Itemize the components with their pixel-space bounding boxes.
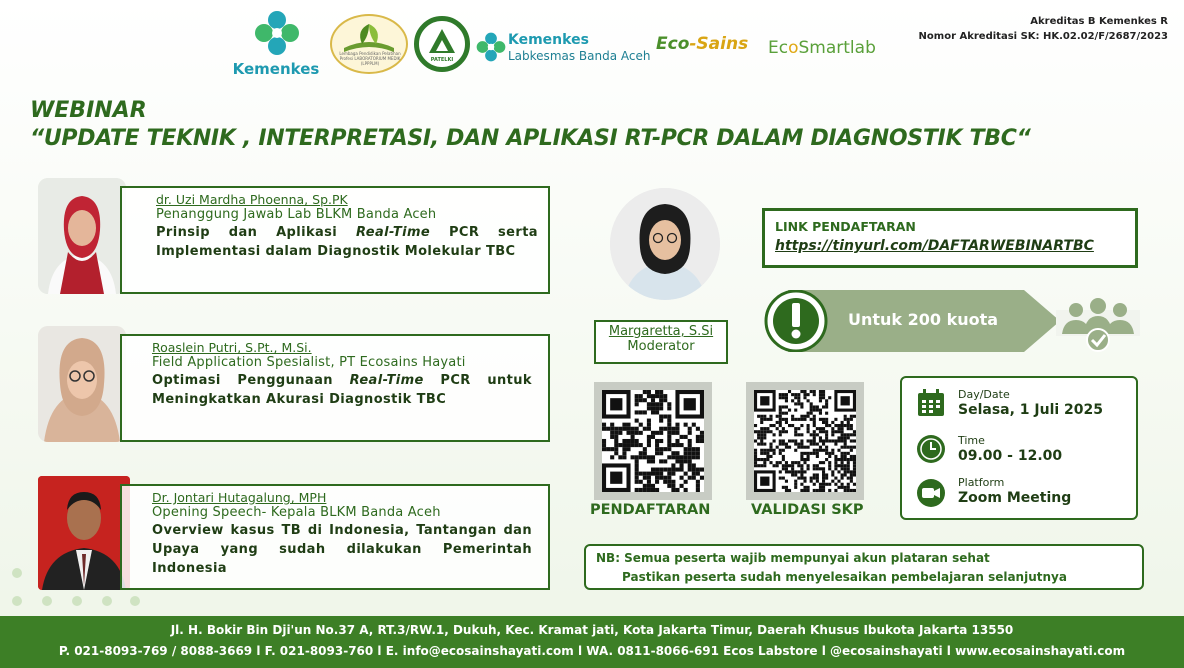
ecosmartlab-logo [768,38,876,58]
footer-address: Jl. H. Bokir Bin Dji'un No.37 A, RT.3/RW.1, Dukuh, Kec. Kramat jati, Kota Jakarta Timur, Daerah Khusus Ibukota Jakarta 13550 [170,623,1014,637]
speaker-1-topic: Prinsip dan Aplikasi Real-Time PCR serta Implementasi dalam Diagnostik Molekular TBC [156,225,538,259]
validation-qr-label: VALIDASI SKP [751,502,864,518]
note-line1: NB: Semua peserta wajib mempunyai akun plataran sehat [596,551,990,565]
day-value: Selasa, 1 Juli 2025 [958,402,1104,418]
footer-contacts: P. 021-8093-769 / 8088-3669 l F. 021-8093-760 l E. info@ecosainshayati.com l WA. 0811-8066-691 Ecos Labstore l @ecosainshayati l www.ecosainshayati.com [58,644,1126,658]
moderator-photo [610,188,720,300]
speaker-3-card [120,484,550,590]
speaker-1-name: dr. Uzi Mardha Phoenna, Sp.PK [156,192,348,207]
qr-code-icon [602,390,704,492]
decorative-dots [12,568,142,608]
registration-box [762,208,1138,268]
lpp-logo [330,14,408,74]
registration-heading: LINK PENDAFTARAN [775,219,916,234]
moderator-role: Moderator [627,339,695,354]
note-line2: Pastikan peserta sudah menyelesaikan pembelajaran selanjutnya [622,570,1067,584]
time-value: 09.00 - 12.00 [958,448,1063,464]
smartlab-b: Smartlab [798,38,876,58]
note-box [584,544,1144,590]
calendar-icon [916,388,946,418]
exclamation-icon [786,301,806,341]
speaker-2-photo [38,326,126,442]
platform-label: Platform [958,476,1005,489]
kemenkes-logo [228,10,324,80]
speaker-1-photo [38,178,126,294]
speaker-2-role: Field Application Spesialist, PT Ecosains Hayati [152,355,466,370]
moderator-name: Margaretta, S.Si [608,324,714,339]
kemenkes-logo-icon [254,10,300,56]
accreditation-info [919,14,1168,44]
quota-banner [762,290,1060,352]
moderator-card [594,320,728,364]
speaker-3-role: Opening Speech- Kepala BLKM Banda Aceh [152,505,441,520]
footer-bar [0,616,1184,668]
speaker-3-name: Dr. Jontari Hutagalung, MPH [152,490,327,505]
day-label: Day/Date [958,388,1010,401]
labkes-line2: Labkesmas Banda Aceh [508,49,651,63]
speaker-2-portrait [38,326,126,442]
kemenkes-small-logo-icon [476,32,506,62]
registration-qr-label: PENDAFTARAN [590,502,711,518]
webinar-title: “UPDATE TEKNIK , INTERPRETASI, DAN APLIKASI RT-PCR DALAM DIAGNOSTIK TBC“ [30,126,1031,151]
ecosains-logo [656,34,748,54]
lpp-caption: Lembaga Pendidikan Pelatihan Profesi LABORATORIUM MEDIK (LPPPLM) [339,51,401,66]
webinar-label: WEBINAR [30,98,147,123]
speaker-2-name: Roaslein Putri, S.Pt., M.Si. [152,340,312,355]
clock-icon [916,434,946,464]
quota-text: Untuk 200 kuota [848,310,999,329]
platform-value: Zoom Meeting [958,490,1072,506]
schedule-card [900,376,1138,520]
speaker-1-card [120,186,550,294]
labkesmas-logo [476,30,654,66]
speaker-3-topic: Overview kasus TB di Indonesia, Tantangan dan Upaya yang sudah dilakukan Pemerintah Indonesia [152,523,532,576]
speaker-2-card [120,334,550,442]
patelki-logo [414,16,470,72]
kemenkes-logo-text: Kemenkes [232,60,320,78]
ecosains-logo-a: Eco [656,34,690,54]
accreditation-line1: Akreditas B Kemenkes R [1030,16,1168,27]
speaker-1-portrait [38,178,126,294]
registration-qr[interactable] [594,382,712,500]
speaker-1-role: Penanggung Jawab Lab BLKM Banda Aceh [156,207,437,222]
smartlab-a: Ec [768,38,789,58]
registration-link[interactable]: https://tinyurl.com/DAFTARWEBINARTBC [775,238,1094,254]
patelki-label: PATELKI [430,57,454,63]
validation-qr[interactable] [746,382,864,500]
ecosains-logo-b: -Sains [689,34,749,54]
time-label: Time [958,434,985,447]
people-check-icon [1056,296,1140,352]
video-camera-icon [916,478,946,508]
labkes-line1: Kemenkes [508,32,589,48]
accreditation-line2: Nomor Akreditasi SK: HK.02.02/F/2687/2023 [918,31,1168,42]
qr-code-icon [754,390,856,492]
moderator-portrait [610,188,720,300]
speaker-2-topic: Optimasi Penggunaan Real-Time PCR untuk Meningkatkan Akurasi Diagnostik TBC [152,373,532,407]
smartlab-o: o [788,38,799,58]
